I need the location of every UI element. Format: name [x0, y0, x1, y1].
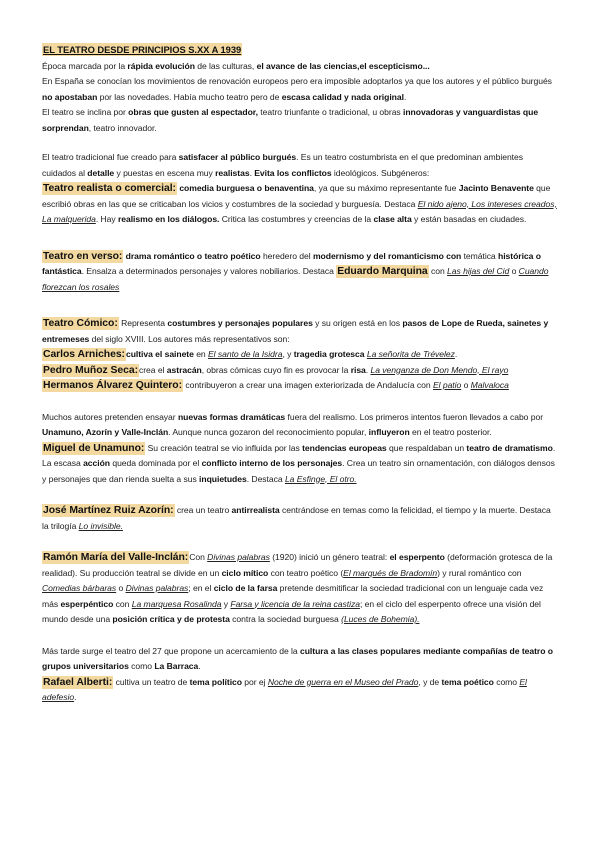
- bold-text: escasa calidad y nada original: [281, 91, 404, 102]
- g27-paragraph: [42, 644, 558, 706]
- text: con teatro poético (: [268, 567, 344, 578]
- text: fuera del realismo. Los primeros intentos fueron llevados a cabo por: [285, 411, 544, 422]
- work-reference: La venganza de Don Mendo, El rayo: [370, 364, 509, 375]
- text: del siglo XVIII. Los autores más representativos son:: [89, 333, 290, 344]
- bold-text: clase alta: [373, 214, 412, 224]
- bold-text: conflicto interno de los personajes: [201, 458, 343, 468]
- azorin-paragraph: [42, 503, 558, 534]
- text: y puestas en escena muy: [114, 167, 216, 178]
- text: Representa: [118, 318, 168, 328]
- bold-text: histórica o fantástica: [42, 250, 541, 276]
- bold-text: teatro de dramatismo: [466, 442, 553, 453]
- bold-text: tragedia grotesca: [293, 349, 365, 359]
- bold-text: no apostaban: [42, 91, 98, 102]
- alberti-heading: Rafael Alberti:: [43, 676, 113, 688]
- work-reference: La señorita de Trévelez: [366, 349, 455, 359]
- work-reference: La Esfinge, El otro.: [284, 473, 357, 484]
- text: .: [198, 661, 201, 671]
- work-reference: Divinas palabras: [207, 552, 270, 562]
- bold-text: Jacinto Benavente: [458, 183, 534, 193]
- text: o: [116, 583, 126, 593]
- bold-text: realistas: [215, 167, 250, 178]
- text: Con: [189, 552, 208, 562]
- text: heredero del: [260, 250, 313, 261]
- work-reference: El patio: [432, 380, 462, 390]
- arniches-heading: Carlos Arniches:: [43, 349, 125, 360]
- bold-text: cultiva el sainete: [125, 349, 194, 359]
- innovador-paragraph: [42, 410, 558, 488]
- bold-text: satisfacer al público burgués: [178, 152, 297, 162]
- text: . Aunque nunca gozaron del reconocimiento popular,: [168, 427, 369, 437]
- text: por ej: [241, 676, 268, 687]
- quintero-heading: Hermanos Álvarez Quintero:: [43, 380, 183, 391]
- text: ) y rural romántico con: [437, 567, 522, 578]
- text: (deformación grotesca de la realidad). Su producción teatral se divide en un: [42, 552, 553, 578]
- azorin-heading: José Martínez Ruiz Azorín:: [43, 505, 174, 516]
- bold-text: modernismo y del romanticismo con: [312, 250, 462, 261]
- bold-text: posición crítica y de protesta: [112, 614, 230, 624]
- bold-text: influyeron: [368, 427, 410, 437]
- text: y su origen está en los: [312, 318, 403, 328]
- bold-text: inquietudes: [199, 473, 247, 484]
- text: o: [509, 266, 519, 276]
- bold-text: comedia burguesa o benaventina: [179, 183, 314, 193]
- bold-text: innovadoras y vanguardistas que sorprendan: [42, 107, 539, 133]
- text: . Es un teatro costumbrista en el que predominan ambientes cuidados al: [42, 152, 523, 178]
- text: como: [128, 661, 155, 671]
- work-reference: Farsa y licencia de la reina castiza: [230, 598, 360, 609]
- work-reference: El santo de la Isidra: [208, 349, 283, 359]
- text: ; en el ciclo del esperpento ofrece una visión del mundo desde una: [42, 598, 541, 624]
- text: , y de: [418, 676, 442, 687]
- work-reference: Las hijas del Cid: [447, 266, 510, 276]
- bold-text: costumbres y personajes populares: [167, 318, 313, 328]
- title-paragraph: [42, 42, 558, 59]
- text: Muchos autores pretenden ensayar: [42, 411, 178, 422]
- text: en: [193, 349, 208, 359]
- text: , ya que su máximo representante fue: [313, 183, 459, 193]
- work-reference: Comedias bárbaras: [42, 583, 117, 593]
- text: por las novedades. Había mucho teatro pero de: [97, 91, 282, 102]
- text: Critica las costumbres y creencias de la: [219, 214, 374, 224]
- bold-text: realismo en los diálogos.: [117, 214, 220, 224]
- text: .: [365, 364, 371, 375]
- text: El teatro tradicional fue creado para: [42, 152, 179, 162]
- bold-text: risa: [350, 364, 366, 375]
- verso-heading: Teatro en verso:: [43, 250, 123, 262]
- text: , obras cómicas cuyo fin es provocar la: [201, 364, 351, 375]
- text: que escribió obras en las que se criticaban los vicios y costumbres de la sociedad y burguesía. Destaca: [42, 183, 551, 209]
- work-reference: Lo invisible.: [78, 520, 123, 531]
- text: ; en el: [188, 583, 214, 593]
- text: pretende desmitificar la sociedad tradicional con un lenguaje cada vez más: [42, 583, 544, 609]
- bold-text: esperpéntico: [60, 598, 114, 609]
- comico-paragraph: [42, 316, 558, 394]
- bold-text: La Barraca: [154, 661, 199, 671]
- text: como: [493, 676, 520, 687]
- work-reference: (Luces de Bohemia).: [341, 614, 420, 624]
- text: .: [74, 692, 77, 702]
- work-reference: Divinas palabras: [125, 583, 189, 593]
- work-reference: La marquesa Rosalinda: [131, 598, 222, 609]
- text: y: [221, 598, 231, 609]
- bold-text: pasos de Lope de Rueda, sainetes y entremeses: [42, 318, 549, 344]
- text: con: [428, 266, 448, 276]
- bold-text: cultura a las clases populares mediante compañías de teatro o grupos universitarios: [42, 645, 553, 671]
- bold-text: antirrealista: [231, 505, 280, 515]
- verso-paragraph: [42, 249, 558, 296]
- text: Su creación teatral se vio influida por las: [145, 442, 303, 453]
- bold-text: astracán: [166, 364, 202, 375]
- work-reference: El marqués de Bradomín: [343, 567, 438, 578]
- bold-text: tendencias europeas: [302, 442, 387, 453]
- text: . Destaca: [246, 473, 285, 484]
- text: . Ensalza a determinados personajes y valores nobiliarios. Destaca: [81, 266, 337, 276]
- text: con: [113, 598, 132, 609]
- text: teatro triunfante o tradicional, u obras: [257, 107, 404, 117]
- text: contribuyeron a crear una imagen exteriorizada de Andalucía con: [183, 380, 433, 390]
- text: contra la sociedad burguesa: [229, 614, 342, 624]
- text: Más tarde surge el teatro del 27 que propone un acercamiento de la: [42, 645, 300, 656]
- work-reference: Cuando florezcan los rosales: [42, 266, 549, 292]
- text: Época marcada por la: [42, 60, 128, 71]
- valle-heading: Ramón María del Valle-Inclán:: [43, 552, 189, 563]
- text: de las culturas,: [194, 60, 257, 71]
- text: En España se conocían los movimientos de renovación europeos pero era imposible adoptarlos ya que los autores y el público burgués: [42, 76, 552, 86]
- bold-text: nuevas formas dramáticas: [177, 411, 286, 422]
- text: crea el: [139, 364, 167, 375]
- bold-text: Evita los conflictos: [254, 167, 332, 178]
- text: .: [403, 91, 407, 102]
- text: queda dominada por el: [110, 458, 202, 468]
- unamuno-heading: Miguel de Unamuno:: [43, 442, 145, 454]
- text: cultiva un teatro de: [113, 676, 190, 687]
- realista-heading: Teatro realista o comercial:: [43, 183, 176, 194]
- work-reference: Malvaloca: [470, 380, 509, 390]
- bold-text: Unamuno, Azorín y Valle-Inclán: [42, 427, 169, 437]
- text: . Hay: [95, 214, 118, 224]
- text: , teatro innovador.: [88, 122, 157, 133]
- bold-text: el avance de las ciencias,el escepticismo...: [256, 60, 430, 71]
- valle-paragraph: [42, 550, 558, 628]
- text: centrándose en temas como la felicidad, el tiempo y la muerte. Destaca la trilogía: [42, 505, 551, 531]
- text: El teatro se inclina por: [42, 107, 129, 117]
- text: ideológicos. Subgéneros:: [331, 167, 430, 178]
- bold-text: drama romántico o teatro poético: [125, 250, 261, 261]
- comico-heading: Teatro Cómico:: [43, 318, 118, 329]
- text: (1920) inició un género teatral:: [269, 552, 390, 562]
- text: .: [454, 349, 458, 359]
- text: temática: [461, 250, 499, 261]
- tradicional-paragraph: [42, 150, 558, 228]
- bold-text: tema poético: [441, 676, 494, 687]
- document-title: EL TEATRO DESDE PRINCIPIOS S.XX A 1939: [43, 44, 242, 55]
- text: o: [461, 380, 471, 390]
- intro-paragraph: [42, 59, 558, 137]
- bold-text: detalle: [87, 167, 115, 178]
- bold-text: ciclo mítico: [221, 567, 269, 578]
- bold-text: acción: [83, 458, 111, 468]
- work-reference: El adefesio: [42, 676, 527, 702]
- work-reference: El nido ajeno, Los intereses creados, La malquerida: [42, 198, 557, 224]
- text: crea un teatro: [174, 505, 232, 515]
- text: . La escasa: [42, 442, 556, 468]
- text: . Crea un teatro sin ornamentación, con diálogos densos y personajes que dan rienda suelta a sus: [42, 458, 555, 484]
- text: .: [249, 167, 255, 178]
- work-reference: Noche de guerra en el Museo del Prado: [267, 676, 419, 687]
- bold-text: rápida evolución: [127, 60, 195, 71]
- text: que respaldaban un: [386, 442, 467, 453]
- bold-text: el esperpento: [389, 552, 445, 562]
- text: en el teatro posterior.: [409, 427, 492, 437]
- bold-text: obras que gusten al espectador,: [128, 107, 258, 117]
- seca-heading: Pedro Muñoz Seca:: [43, 364, 138, 376]
- text: , y: [282, 349, 294, 359]
- author-highlight: Eduardo Marquina: [337, 266, 428, 277]
- text: y están basadas en ciudades.: [411, 214, 527, 224]
- bold-text: tema político: [189, 676, 242, 687]
- bold-text: ciclo de la farsa: [213, 583, 278, 593]
